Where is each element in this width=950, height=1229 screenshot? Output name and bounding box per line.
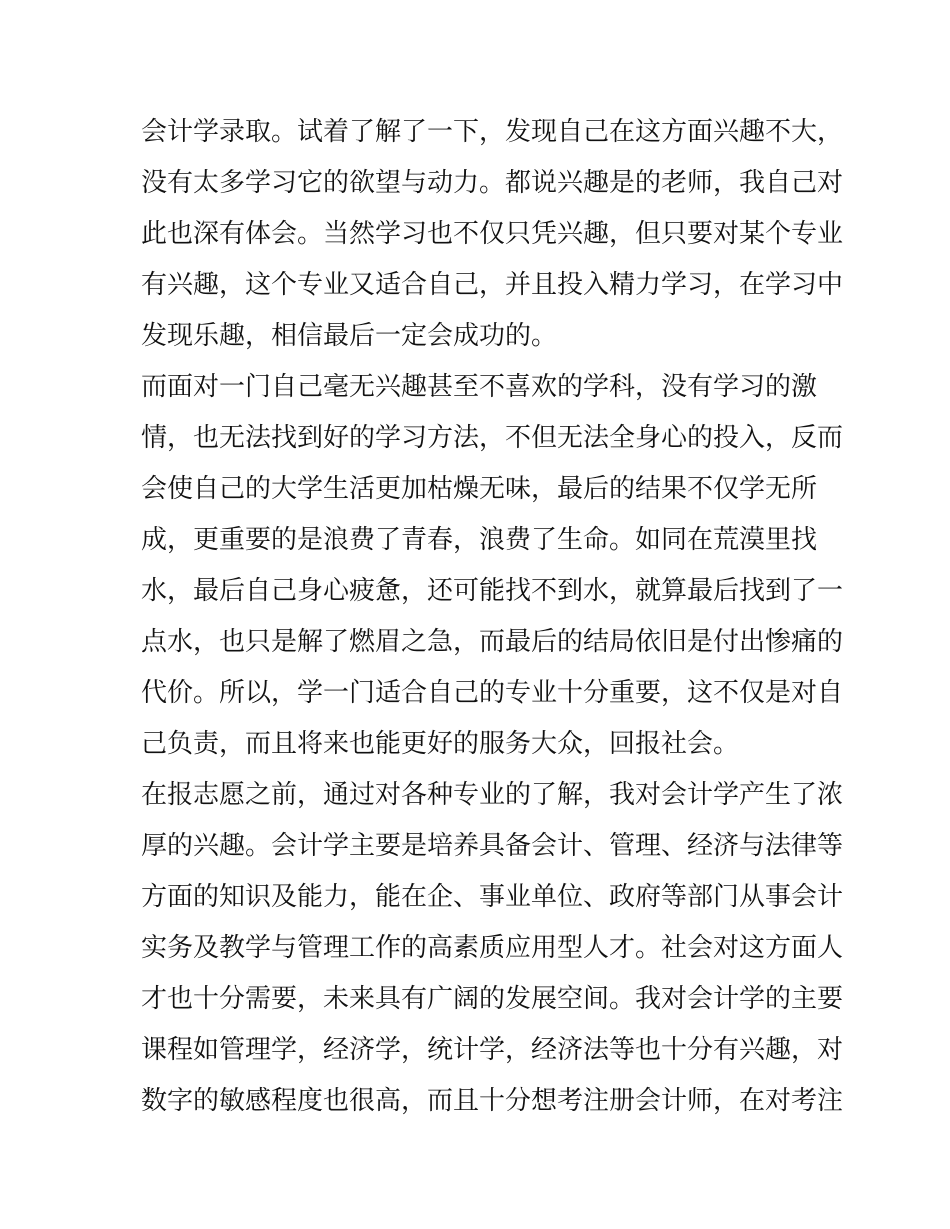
text-line-1: 会计学录取。试着了解了一下，发现自己在这方面兴趣不大， [141,117,844,147]
text-line-16: 方面的知识及能力，能在企、事业单位、政府等部门从事会计 [141,882,844,912]
text-line-2: 没有太多学习它的欲望与动力。都说兴趣是的老师，我自己对 [141,168,844,198]
text-line-5: 发现乐趣，相信最后一定会成功的。 [141,321,558,351]
text-line-6: 而面对一门自己毫无兴趣甚至不喜欢的学科，没有学习的激 [141,372,818,402]
text-line-17: 实务及教学与管理工作的高素质应用型人才。社会对这方面人 [141,933,844,963]
text-line-11: 点水，也只是解了燃眉之急，而最后的结局依旧是付出惨痛的 [141,627,844,657]
text-line-14: 在报志愿之前，通过对各种专业的了解，我对会计学产生了浓 [141,780,844,810]
text-line-19: 课程如管理学，经济学，统计学，经济法等也十分有兴趣，对 [141,1035,844,1065]
text-line-7: 情，也无法找到好的学习方法，不但无法全身心的投入，反而 [141,423,844,453]
text-line-9: 成，更重要的是浪费了青春，浪费了生命。如同在荒漠里找 [141,525,818,555]
text-line-10: 水，最后自己身心疲惫，还可能找不到水，就算最后找到了一 [141,576,844,606]
text-line-3: 此也深有体会。当然学习也不仅只凭兴趣，但只要对某个专业 [141,219,844,249]
text-line-18: 才也十分需要，未来具有广阔的发展空间。我对会计学的主要 [141,984,844,1014]
text-line-13: 己负责，而且将来也能更好的服务大众，回报社会。 [141,729,740,759]
body-text [141,107,844,1127]
text-line-20: 数字的敏感程度也很高，而且十分想考注册会计师，在对考注 [141,1086,844,1116]
text-line-8: 会使自己的大学生活更加枯燥无味，最后的结果不仅学无所 [141,474,818,504]
text-line-12: 代价。所以，学一门适合自己的专业十分重要，这不仅是对自 [141,678,844,708]
text-line-15: 厚的兴趣。会计学主要是培养具备会计、管理、经济与法律等 [141,831,844,861]
text-line-4: 有兴趣，这个专业又适合自己，并且投入精力学习，在学习中 [141,270,844,300]
